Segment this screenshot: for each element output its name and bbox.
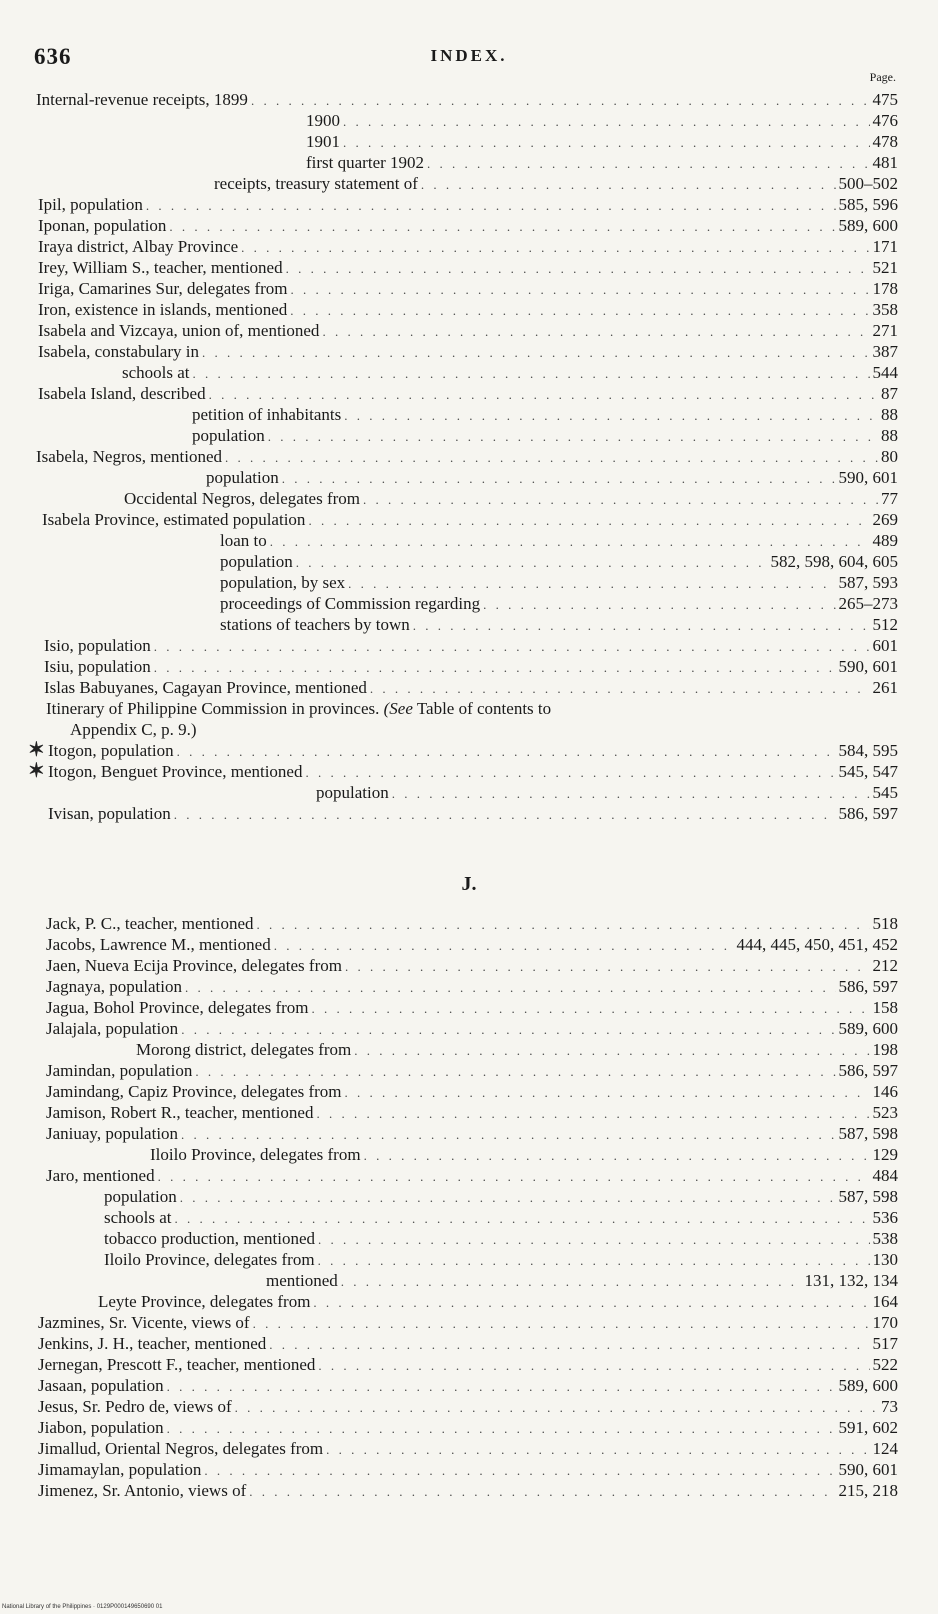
index-entry: population . . . 582, 598, 604, 605 [220, 551, 898, 572]
page-title: INDEX. [430, 46, 508, 65]
index-entry: Jamison, Robert R., teacher, mentioned . . . 523 [46, 1102, 898, 1123]
index-entry: population . . . 587, 598 [104, 1186, 898, 1207]
scan-footer: National Library of the Philippines · 0129P000149650690 01 [2, 1604, 163, 1610]
index-entry: Isabela Province, estimated population . . . 269 [42, 509, 898, 530]
index-entry: Isio, population . . . 601 [44, 635, 898, 656]
index-entry: Jernegan, Prescott F., teacher, mentioned . . . 522 [38, 1354, 898, 1375]
index-entry: Jazmines, Sr. Vicente, views of . . . 170 [38, 1312, 898, 1333]
index-entry: 1901 . . . 478 [306, 131, 898, 152]
index-entry: Itogon, population . . . 584, 595 [48, 740, 898, 761]
index-entry: Jalajala, population . . . 589, 600 [46, 1018, 898, 1039]
index-entry: Irey, William S., teacher, mentioned . . . 521 [38, 257, 898, 278]
index-entry: Leyte Province, delegates from . . . 164 [98, 1291, 898, 1312]
index-entry: proceedings of Commission regarding . . . 265–273 [220, 593, 898, 614]
index-entry: Jagnaya, population . . . 586, 597 [46, 976, 898, 997]
index-entry: Iron, existence in islands, mentioned . . . 358 [38, 299, 898, 320]
page-column-label: Page. [869, 70, 896, 84]
index-entry: Jamindang, Capiz Province, delegates from . . . 146 [46, 1081, 898, 1102]
index-entry: Jimamaylan, population . . . 590, 601 [38, 1459, 898, 1480]
index-entry: stations of teachers by town . . . 512 [220, 614, 898, 635]
index-entry: Jimenez, Sr. Antonio, views of . . . 215, 218 [38, 1480, 898, 1501]
index-entry: Internal-revenue receipts, 1899 . . . 475 [36, 89, 898, 110]
index-entry: Iraya district, Albay Province . . . 171 [38, 236, 898, 257]
index-entry: population . . . 545 [316, 782, 898, 803]
itinerary-line-1: Itinerary of Philippine Commission in provinces. (See Table of contents to [46, 699, 552, 718]
index-entry: Morong district, delegates from . . . 198 [136, 1039, 898, 1060]
index-entry: Jasaan, population . . . 589, 600 [38, 1375, 898, 1396]
index-entry: Jaro, mentioned . . . 484 [46, 1165, 898, 1186]
index-entry: Janiuay, population . . . 587, 598 [46, 1123, 898, 1144]
index-entry: loan to . . . 489 [220, 530, 898, 551]
index-entry: population . . . 88 [192, 425, 898, 446]
index-entry: Isiu, population . . . 590, 601 [44, 656, 898, 677]
index-entry: receipts, treasury statement of . . . 500–502 [214, 173, 898, 194]
index-entry: Jacobs, Lawrence M., mentioned . . . 444, 445, 450, 451, 452 [46, 934, 898, 955]
index-entry: 1900 . . . 476 [306, 110, 898, 131]
index-entry: Jaen, Nueva Ecija Province, delegates from . . . 212 [46, 955, 898, 976]
index-entry: Occidental Negros, delegates from . . . 77 [124, 488, 898, 509]
index-entry: Jenkins, J. H., teacher, mentioned . . . 517 [38, 1333, 898, 1354]
index-entry: Jamindan, population . . . 586, 597 [46, 1060, 898, 1081]
index-entry: Isabela, Negros, mentioned . . . 80 [36, 446, 898, 467]
index-entry: Islas Babuyanes, Cagayan Province, mentioned . . . 261 [44, 677, 898, 698]
index-entry: Iriga, Camarines Sur, delegates from . . . 178 [38, 278, 898, 299]
index-entry: Iloilo Province, delegates from . . . 130 [104, 1249, 898, 1270]
index-entry: Itogon, Benguet Province, mentioned . . . 545, 547 [48, 761, 898, 782]
asterisk-mark-icon: ✶ [28, 760, 45, 782]
index-entry: schools at . . . 536 [104, 1207, 898, 1228]
index-entry: Isabela, constabulary in . . . 387 [38, 341, 898, 362]
section-letter-j: J. [461, 873, 477, 895]
index-entry: population . . . 590, 601 [206, 467, 898, 488]
index-entry: petition of inhabitants . . . 88 [192, 404, 898, 425]
index-entry: Iponan, population . . . 589, 600 [38, 215, 898, 236]
index-entry: Jiabon, population . . . 591, 602 [38, 1417, 898, 1438]
index-entry: Isabela and Vizcaya, union of, mentioned . . . 271 [38, 320, 898, 341]
index-entry: Iloilo Province, delegates from . . . 129 [150, 1144, 898, 1165]
index-entry: first quarter 1902 . . . 481 [306, 152, 898, 173]
index-entry: Ivisan, population . . . 586, 597 [48, 803, 898, 824]
page-number: 636 [34, 44, 72, 69]
index-entry: Jimallud, Oriental Negros, delegates from . . . 124 [38, 1438, 898, 1459]
index-entry: Ipil, population . . . 585, 596 [38, 194, 898, 215]
index-entry: population, by sex . . . 587, 593 [220, 572, 898, 593]
index-entry: Jesus, Sr. Pedro de, views of . . . 73 [38, 1396, 898, 1417]
index-entry: Jagua, Bohol Province, delegates from . . . 158 [46, 997, 898, 1018]
index-entry: Isabela Island, described . . . 87 [38, 383, 898, 404]
itinerary-line-2: Appendix C, p. 9.) [70, 720, 197, 739]
index-entry: tobacco production, mentioned . . . 538 [104, 1228, 898, 1249]
index-entry: mentioned . . . 131, 132, 134 [266, 1270, 898, 1291]
asterisk-mark-icon: ✶ [28, 739, 45, 761]
index-entry: Jack, P. C., teacher, mentioned . . . 518 [46, 913, 898, 934]
index-entry: schools at . . . 544 [122, 362, 898, 383]
